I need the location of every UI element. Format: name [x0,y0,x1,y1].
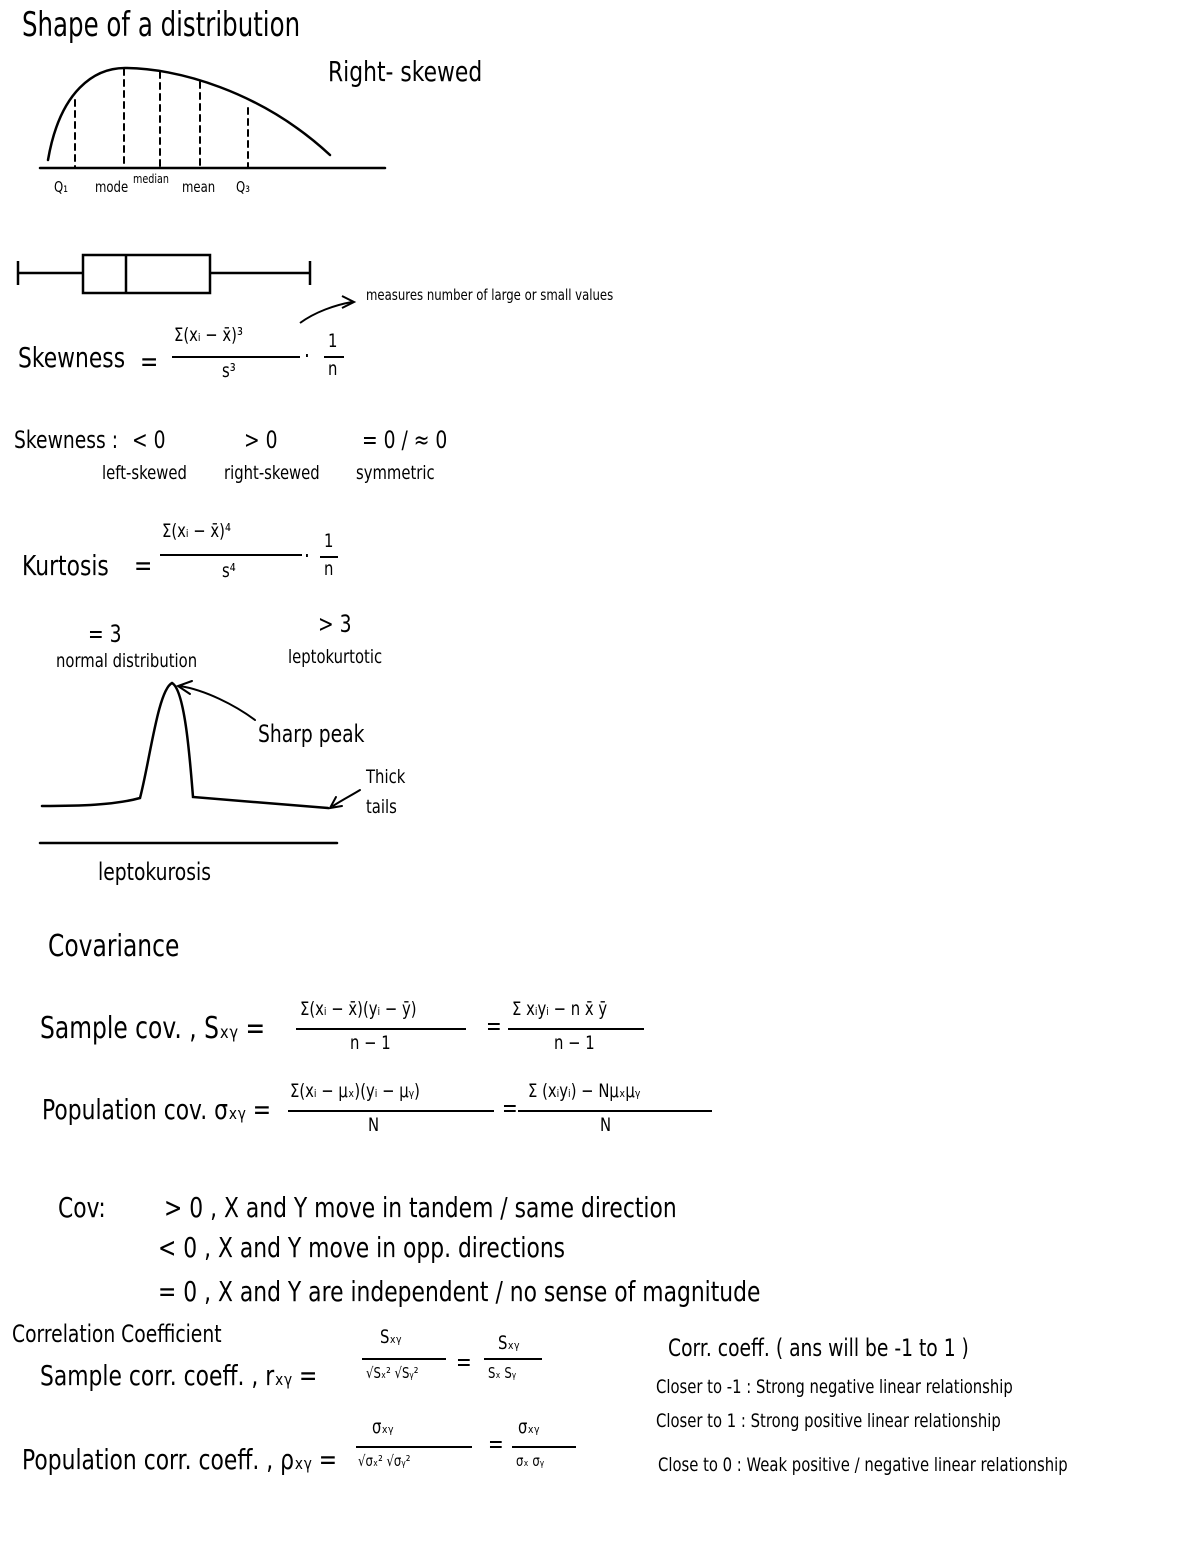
kurtosis-factor-numerator: 1 [324,530,334,552]
sample-covariance-label: Sample cov. , Sₓᵧ = [40,1011,266,1046]
population-correlation-bar-2 [512,1446,576,1448]
skewness-sign-label: Skewness : [14,426,119,454]
skewness-label: Skewness [18,341,126,374]
thick-tails-arrow [333,790,360,806]
population-correlation-numerator-1: σₓᵧ [372,1416,394,1438]
population-covariance-label: Population cov. σₓᵧ = [42,1093,272,1126]
sample-covariance-numerator-1: Σ(xᵢ − x̄)(yᵢ − ȳ) [300,998,417,1020]
distribution-title: Shape of a distribution [22,5,301,45]
skewness-case-zero: = 0 / ≈ 0 [362,426,448,454]
skewness-fraction-bar [172,356,300,358]
covariance-rules-label: Cov: [58,1191,106,1224]
kurtosis-case-high-meaning: leptokurtotic [288,646,383,668]
kurtosis-equals: = [134,549,153,582]
median-label: median [133,172,169,186]
skewness-annotation-arrow [300,296,354,323]
sample-correlation-denominator-1: √Sₓ² √Sᵧ² [366,1364,419,1382]
skewness-case-negative: < 0 [132,426,166,454]
kurtosis-factor-denominator: n [324,558,334,580]
box-plot-box [83,255,210,293]
kurtosis-times: · [304,542,310,570]
sample-correlation-bar-1 [362,1358,446,1360]
covariance-rule-positive: > 0 , X and Y move in tandem / same direction [164,1191,677,1224]
skewness-times: · [304,342,310,370]
skewness-case-positive-meaning: right-skewed [224,462,320,484]
leptokurtic-sketch [40,681,360,843]
sample-correlation-equals-2: = [456,1348,472,1376]
kurtosis-case-normal-meaning: normal distribution [56,650,198,672]
correlation-interpretation-zero: Close to 0 : Weak positive / negative linear relationship [658,1454,1068,1476]
population-correlation-equals-2: = [488,1430,504,1458]
thick-tails-label-1: Thick [366,766,406,788]
correlation-range-title: Corr. coeff. ( ans will be -1 to 1 ) [668,1334,969,1362]
kurtosis-numerator: Σ(xᵢ − x̄)⁴ [162,520,231,542]
sample-covariance-bar-2 [508,1028,644,1030]
skewness-annotation: measures number of large or small values [366,286,614,304]
skewness-factor-numerator: 1 [328,330,338,352]
kurtosis-label: Kurtosis [22,549,109,582]
population-covariance-numerator-2: Σ (xᵢyᵢ) − Nμₓμᵧ [528,1080,641,1102]
skewness-case-negative-meaning: left-skewed [102,462,187,484]
box-plot-sketch [18,255,310,293]
right-skewed-label: Right- skewed [328,55,483,88]
skewness-denominator: s³ [222,360,236,382]
population-covariance-bar-2 [518,1110,712,1112]
skewness-case-zero-meaning: symmetric [356,462,435,484]
population-covariance-bar-1 [288,1110,494,1112]
q1-label: Q₁ [54,178,68,196]
skewness-equals: = [140,345,159,378]
sample-covariance-denominator-2: n − 1 [554,1032,595,1054]
population-covariance-denominator-2: N [600,1114,612,1136]
sample-correlation-label: Sample corr. coeff. , rₓᵧ = [40,1359,318,1392]
sample-correlation-denominator-2: Sₓ Sᵧ [488,1364,517,1382]
skewness-factor-denominator: n [328,358,338,380]
skewness-case-positive: > 0 [244,426,278,454]
q3-label: Q₃ [236,178,250,196]
sample-covariance-numerator-2: Σ xᵢyᵢ − n x̄ ȳ [512,998,608,1020]
population-correlation-numerator-2: σₓᵧ [518,1416,540,1438]
population-covariance-equals-2: = [502,1094,518,1122]
covariance-rule-zero: = 0 , X and Y are independent / no sense of magnitude [158,1275,761,1308]
kurtosis-denominator: s⁴ [222,560,236,582]
kurtosis-fraction-bar [160,554,302,556]
sample-covariance-equals-2: = [486,1012,502,1040]
sharp-peak-arrow [180,686,255,720]
sample-correlation-bar-2 [484,1358,542,1360]
population-correlation-denominator-1: √σₓ² √σᵧ² [358,1452,411,1470]
leptokurtosis-caption: leptokurosis [98,858,211,886]
population-covariance-denominator-1: N [368,1114,380,1136]
covariance-title: Covariance [48,929,180,964]
correlation-interpretation-negative: Closer to -1 : Strong negative linear relationship [656,1376,1013,1398]
thick-tails-label-2: tails [366,796,397,818]
sharp-peak-label: Sharp peak [258,720,365,748]
sample-correlation-numerator-1: Sₓᵧ [380,1326,402,1348]
distribution-curve [48,68,330,160]
population-covariance-numerator-1: Σ(xᵢ − μₓ)(yᵢ − μᵧ) [290,1080,420,1102]
mean-label: mean [182,178,216,196]
sample-covariance-bar-1 [296,1028,466,1030]
mode-label: mode [95,178,129,196]
kurtosis-case-normal: = 3 [88,620,122,648]
sample-correlation-numerator-2: Sₓᵧ [498,1332,520,1354]
skewness-numerator: Σ(xᵢ − x̄)³ [174,324,243,346]
sample-covariance-denominator-1: n − 1 [350,1032,391,1054]
covariance-rule-negative: < 0 , X and Y move in opp. directions [158,1231,566,1264]
correlation-title: Correlation Coefficient [12,1320,222,1348]
population-correlation-denominator-2: σₓ σᵧ [516,1452,545,1470]
population-correlation-bar-1 [356,1446,472,1448]
correlation-interpretation-positive: Closer to 1 : Strong positive linear relationship [656,1410,1001,1432]
kurtosis-case-high: > 3 [318,610,352,638]
population-correlation-label: Population corr. coeff. , ρₓᵧ = [22,1443,338,1476]
